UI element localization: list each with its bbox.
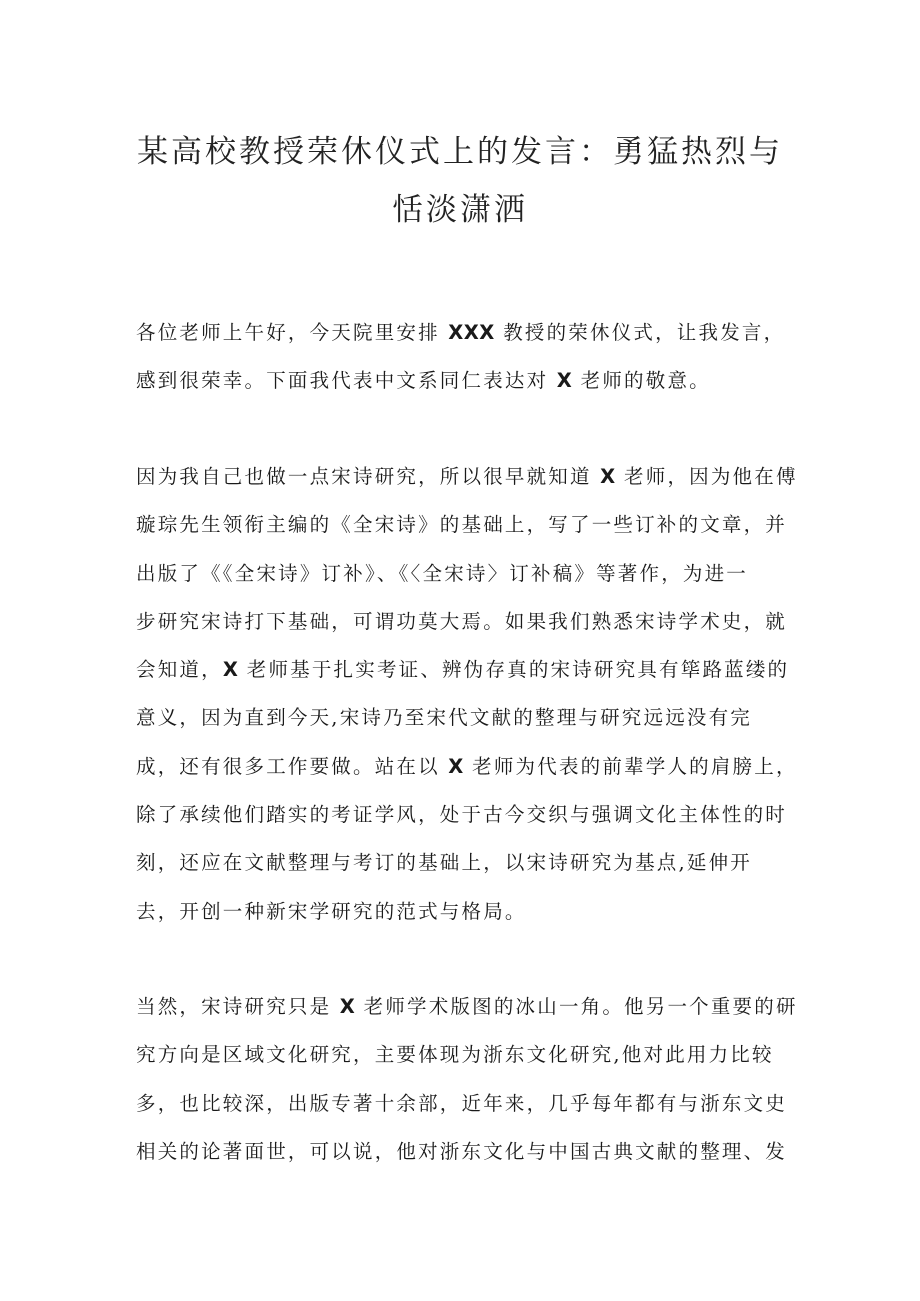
document-title-line-2: 恬淡潇洒 (392, 192, 528, 228)
text-line: 出版了《《全宋诗》订补》、《〈全宋诗〉订补稿》等著作，为进一 (136, 561, 749, 585)
paragraph-greeting (136, 309, 796, 406)
text-line: 当然，宋诗研究只是 X 老师学术版图的冰山一角。他另一个重要的研 (136, 995, 798, 1018)
text-line: 刻，还应在文献整理与考订的基础上，以宋诗研究为基点,延伸开 (136, 851, 752, 875)
text-line: 成，还有很多工作要做。站在以 X 老师为代表的前辈学人的肩膀上， (136, 754, 798, 778)
text-line: 究方向是区域文化研究，主要体现为浙东文化研究,他对此用力比较 (136, 1043, 774, 1067)
text-line: 因为我自己也做一点宋诗研究，所以很早就知道 X 老师，因为他在傅 (136, 465, 798, 488)
text-line: 去，开创一种新宋学研究的范式与格局。 (136, 899, 527, 923)
text-line: 各位老师上午好，今天院里安排 XXX 教授的荣休仪式，让我发言， (136, 321, 786, 344)
paragraph-regional-culture-research (136, 983, 796, 1176)
document-title-line-1: 某高校教授荣休仪式上的发言：勇猛热烈与 (137, 134, 783, 170)
text-line: 多，也比较深，出版专著十余部，近年来，几乎每年都有与浙东文史 (136, 1091, 788, 1115)
paragraph-song-poetry-research (136, 453, 796, 936)
text-line: 感到很荣幸。下面我代表中文系同仁表达对 X 老师的敬意。 (136, 369, 711, 393)
text-line: 步研究宋诗打下基础，可谓功莫大焉。如果我们熟悉宋诗学术史，就 (136, 609, 788, 633)
text-line: 相关的论著面世，可以说，他对浙东文化与中国古典文献的整理、发 (136, 1139, 788, 1163)
text-line: 除了承续他们踏实的考证学风，处于古今交织与强调文化主体性的时 (136, 803, 788, 827)
text-line: 意义，因为直到今天,宋诗乃至宋代文献的整理与研究远远没有完 (136, 706, 752, 730)
text-line: 会知道，X 老师基于扎实考证、辨伪存真的宋诗研究具有筚路蓝缕的 (136, 658, 790, 682)
text-line: 璇琮先生领衔主编的《全宋诗》的基础上，写了一些订补的文章，并 (136, 513, 788, 537)
